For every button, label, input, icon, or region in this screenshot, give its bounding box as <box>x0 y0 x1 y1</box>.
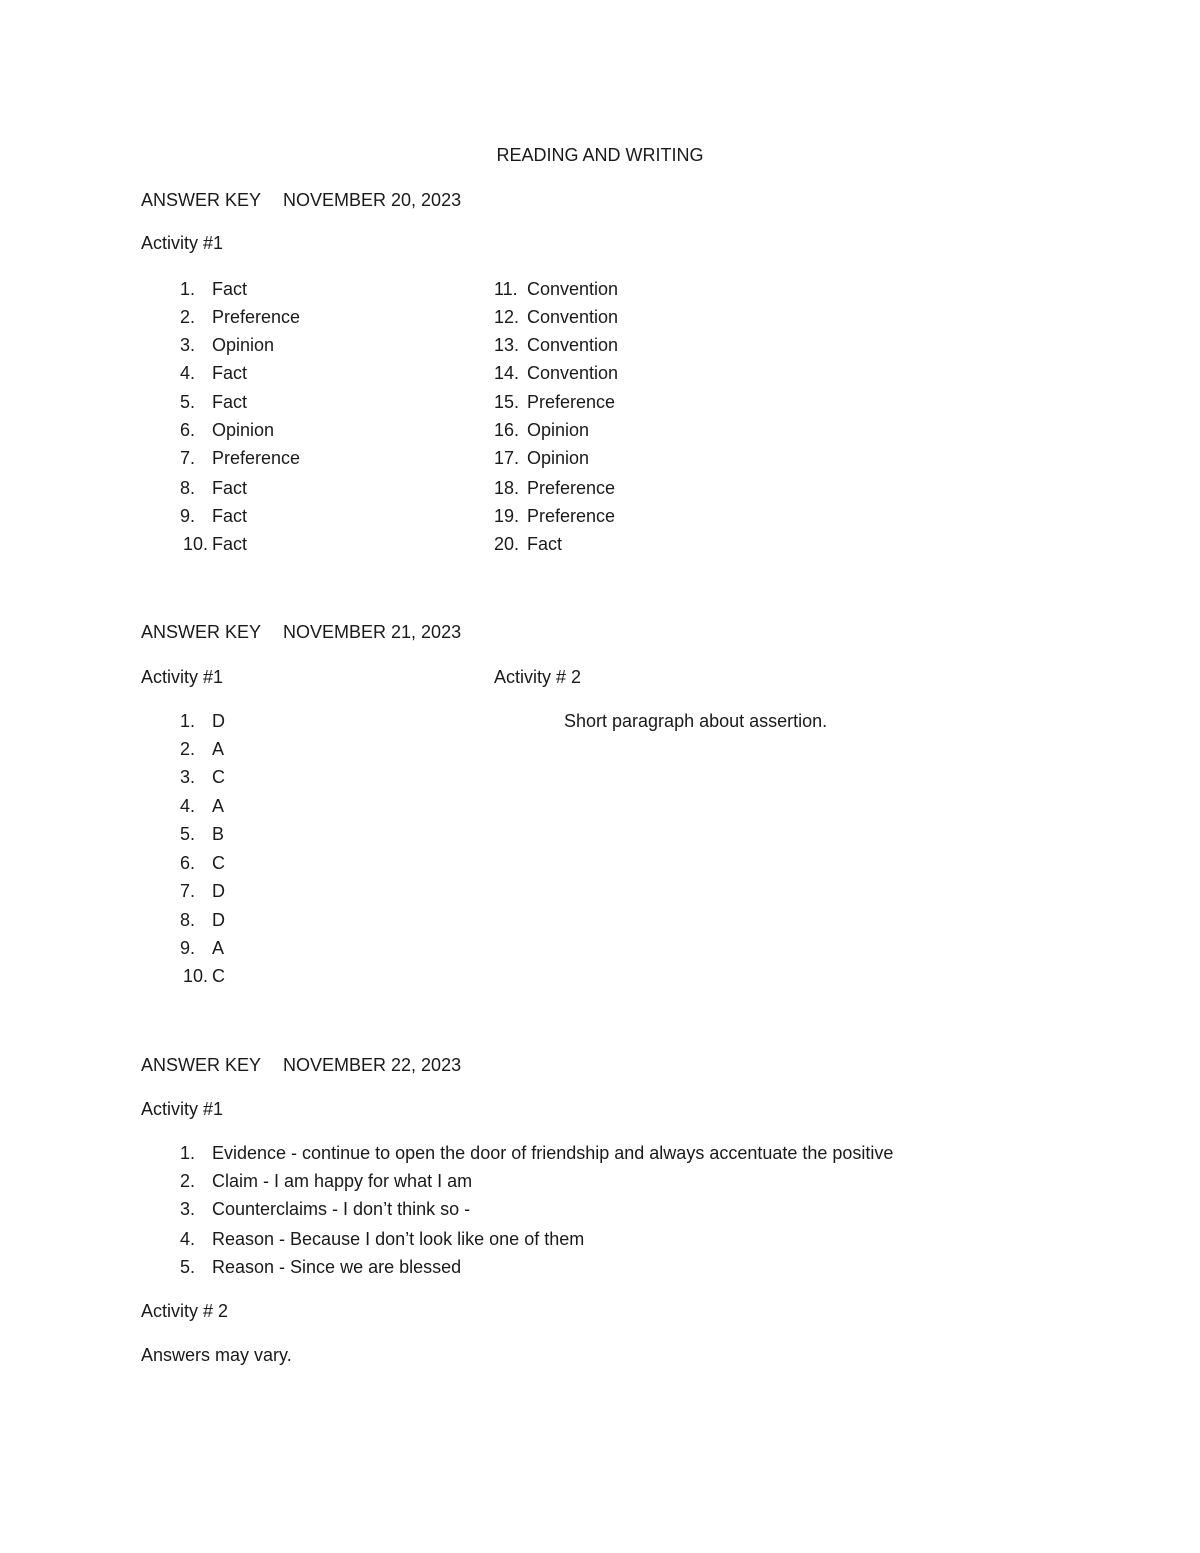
list-item-text: A <box>212 739 225 759</box>
list-item-number: 1. <box>179 1143 195 1163</box>
list-item-number: 18. <box>494 478 520 498</box>
list-item-number: 16. <box>494 420 520 440</box>
list-item-number: 12. <box>494 307 520 327</box>
list-item-number: 8. <box>179 478 195 498</box>
activity-2-text: Short paragraph about assertion. <box>564 711 828 731</box>
list-item-number: 5. <box>179 392 195 412</box>
list-item-number: 10. <box>182 534 208 554</box>
answer-key-label: ANSWER KEY <box>141 190 262 210</box>
list-item-number: 4. <box>179 1229 195 1249</box>
list-item-text: B <box>212 824 225 844</box>
activity-2-label: Activity # 2 <box>141 1301 229 1321</box>
list-item-number: 9. <box>179 938 195 958</box>
list-item-number: 20. <box>494 534 520 554</box>
answer-key-date: NOVEMBER 22, 2023 <box>283 1055 462 1075</box>
list-item-text: Fact <box>527 534 563 554</box>
list-item-text: Fact <box>212 478 248 498</box>
list-item-text: C <box>212 767 225 787</box>
list-item-text: Convention <box>527 363 619 383</box>
list-item-text: Fact <box>212 534 248 554</box>
list-item-text: A <box>212 938 225 958</box>
list-item-number: 5. <box>179 1257 195 1277</box>
answer-key-date: NOVEMBER 21, 2023 <box>283 622 462 642</box>
list-item-text: C <box>212 966 225 986</box>
list-item-text: Preference <box>212 448 301 468</box>
list-item-text: Fact <box>212 363 248 383</box>
list-item-text: Convention <box>527 279 619 299</box>
list-item-text: Fact <box>212 506 248 526</box>
list-item-number: 2. <box>179 739 195 759</box>
list-item-text: Preference <box>527 506 616 526</box>
answer-key-label: ANSWER KEY <box>141 622 262 642</box>
list-item-text: Fact <box>212 279 248 299</box>
document-title: READING AND WRITING <box>496 145 704 165</box>
list-item-number: 2. <box>179 1171 195 1191</box>
activity-2-text: Answers may vary. <box>141 1345 292 1365</box>
list-item-text: Reason - Because I don’t look like one of them <box>212 1229 585 1249</box>
list-item-number: 4. <box>179 796 195 816</box>
list-item-number: 4. <box>179 363 195 383</box>
list-item-number: 7. <box>179 448 195 468</box>
list-item-number: 19. <box>494 506 520 526</box>
list-item-text: Convention <box>527 335 619 355</box>
list-item-text: D <box>212 881 225 901</box>
list-item-text: Opinion <box>527 448 590 468</box>
list-item-text: Convention <box>527 307 619 327</box>
list-item-text: A <box>212 796 225 816</box>
list-item-number: 17. <box>494 448 520 468</box>
list-item-number: 10. <box>182 966 208 986</box>
list-item-text: Opinion <box>527 420 590 440</box>
activity-2-label: Activity # 2 <box>494 667 582 687</box>
list-item-number: 14. <box>494 363 520 383</box>
answer-key-label: ANSWER KEY <box>141 1055 262 1075</box>
list-item-text: Fact <box>212 392 248 412</box>
answer-key-date: NOVEMBER 20, 2023 <box>283 190 462 210</box>
list-item-text: Claim - I am happy for what I am <box>212 1171 473 1191</box>
list-item-text: Counterclaims - I don’t think so - <box>212 1199 471 1219</box>
list-item-number: 1. <box>179 279 195 299</box>
list-item-text: C <box>212 853 225 873</box>
list-item-number: 5. <box>179 824 195 844</box>
list-item-text: Opinion <box>212 420 275 440</box>
list-item-text: Evidence - continue to open the door of friendship and always accentuate the positive <box>212 1143 894 1163</box>
list-item-text: Preference <box>212 307 301 327</box>
list-item-text: Preference <box>527 478 616 498</box>
list-item-number: 15. <box>494 392 520 412</box>
list-item-text: D <box>212 711 225 731</box>
activity-1-label: Activity #1 <box>141 1099 224 1119</box>
list-item-number: 3. <box>179 1199 195 1219</box>
list-item-number: 7. <box>179 881 195 901</box>
list-item-number: 9. <box>179 506 195 526</box>
list-item-number: 2. <box>179 307 195 327</box>
list-item-number: 3. <box>179 767 195 787</box>
list-item-number: 11. <box>494 279 518 299</box>
list-item-number: 3. <box>179 335 195 355</box>
list-item-number: 6. <box>179 853 195 873</box>
list-item-number: 8. <box>179 910 195 930</box>
list-item-text: Opinion <box>212 335 275 355</box>
list-item-number: 13. <box>494 335 520 355</box>
activity-1-label: Activity #1 <box>141 667 224 687</box>
list-item-number: 6. <box>179 420 195 440</box>
list-item-number: 1. <box>179 711 195 731</box>
list-item-text: Preference <box>527 392 616 412</box>
list-item-text: Reason - Since we are blessed <box>212 1257 462 1277</box>
list-item-text: D <box>212 910 225 930</box>
activity-1-label: Activity #1 <box>141 233 224 253</box>
